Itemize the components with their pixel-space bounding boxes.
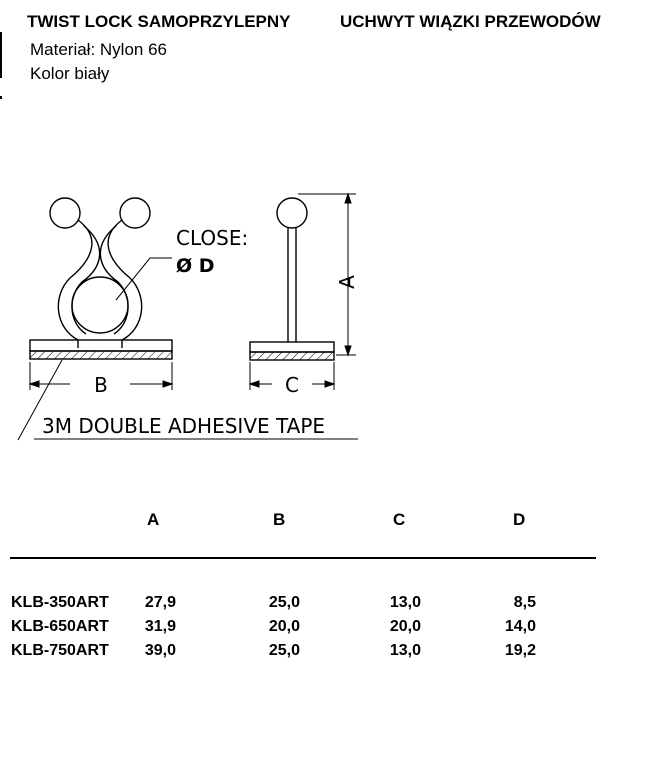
clip-front-view [30, 198, 172, 359]
row-value-b: 25,0 [268, 594, 300, 611]
table-header-rule [10, 557, 596, 559]
row-value-a: 27,9 [144, 594, 176, 611]
row-value-a: 31,9 [144, 618, 176, 635]
edge-mark-top [0, 32, 2, 78]
diameter-label: Ø D [176, 255, 215, 277]
column-header-a: A [147, 510, 160, 529]
clip-side-view [250, 198, 334, 360]
row-value-d: 19,2 [504, 642, 536, 659]
column-header-b: B [273, 510, 286, 529]
dim-b-label: B [94, 373, 108, 397]
row-model: KLB-350ART [11, 594, 109, 611]
column-header-c: C [393, 510, 406, 529]
row-value-a: 39,0 [144, 642, 176, 659]
dim-a-label: A [335, 275, 359, 289]
row-value-b: 25,0 [268, 642, 300, 659]
clip-arm-right-inner [100, 226, 128, 334]
dim-c-label: C [285, 373, 299, 397]
row-value-c: 20,0 [389, 618, 421, 635]
side-ball [277, 198, 307, 228]
clip-cable-circle [72, 277, 128, 333]
edge-mark-bottom [0, 96, 2, 99]
clip-base [30, 340, 172, 351]
side-tape [250, 352, 334, 360]
side-base [250, 342, 334, 352]
clip-arm-left-inner [72, 226, 100, 334]
close-label: CLOSE: [176, 226, 249, 250]
color-text: Kolor biały [30, 64, 110, 83]
row-value-c: 13,0 [389, 642, 421, 659]
title-left: TWIST LOCK SAMOPRZYLEPNY [27, 12, 291, 31]
row-value-b: 20,0 [268, 618, 300, 635]
tape-label: 3M DOUBLE ADHESIVE TAPE [42, 414, 326, 438]
clip-tape [30, 351, 172, 359]
close-leader [116, 258, 172, 300]
technical-drawing [0, 150, 663, 450]
column-header-d: D [513, 510, 526, 529]
row-model: KLB-650ART [11, 618, 109, 635]
material-text: Materiał: Nylon 66 [30, 40, 168, 59]
row-value-c: 13,0 [389, 594, 421, 611]
clip-ball-left [50, 198, 80, 228]
row-value-d: 14,0 [504, 618, 536, 635]
title-right: UCHWYT WIĄZKI PRZEWODÓW [340, 12, 601, 31]
clip-ball-right [120, 198, 150, 228]
row-model: KLB-750ART [11, 642, 109, 659]
row-value-d: 8,5 [513, 594, 536, 611]
